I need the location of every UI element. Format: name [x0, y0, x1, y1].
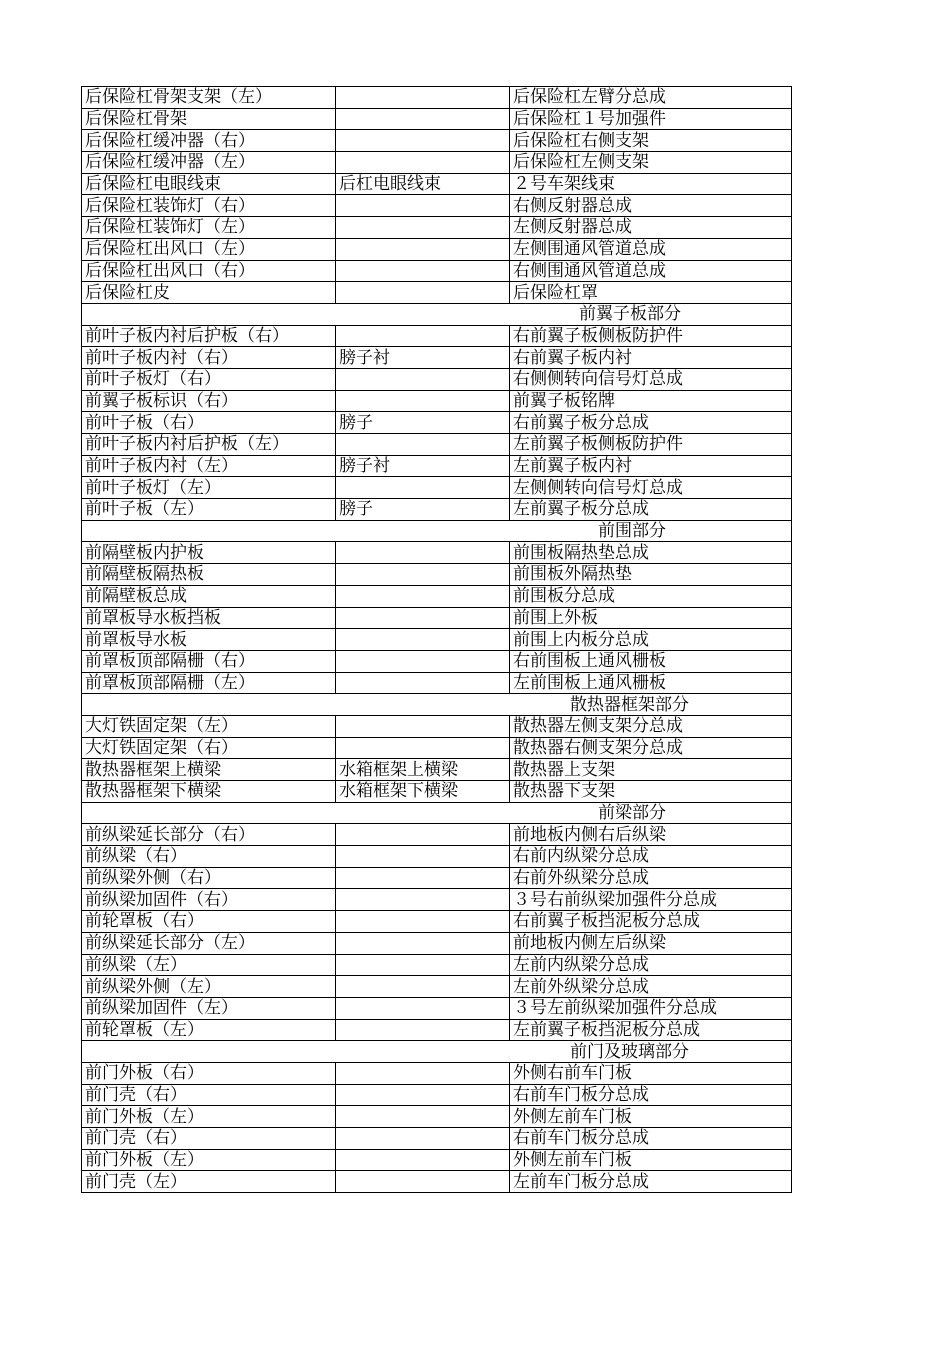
part-name-cell: 前叶子板（右）: [82, 412, 336, 434]
table-row: [82, 564, 792, 586]
part-name-cell: 前纵梁外侧（右）: [82, 867, 336, 889]
table-row: [82, 846, 792, 868]
standard-name-cell: 右前车门板分总成: [510, 1084, 792, 1106]
part-name-cell: 前翼子板标识（右）: [82, 390, 336, 412]
part-name-cell: 前叶子板灯（右）: [82, 368, 336, 390]
alias-cell: [336, 954, 510, 976]
alias-cell: 膀子衬: [336, 455, 510, 477]
part-name-cell: 后保险杠缓冲器（右）: [82, 130, 336, 152]
table-row: [82, 672, 792, 694]
part-name-cell: 前门外板（左）: [82, 1149, 336, 1171]
table-row: [82, 152, 792, 174]
alias-cell: [336, 585, 510, 607]
part-name-cell: 前纵梁（左）: [82, 954, 336, 976]
table-row: [82, 542, 792, 564]
table-row: [82, 911, 792, 933]
parts-table-body: [82, 87, 792, 1193]
table-row: [82, 650, 792, 672]
standard-name-cell: 外侧左前车门板: [510, 1149, 792, 1171]
alias-cell: [336, 976, 510, 998]
standard-name-cell: 左前翼子板内衬: [510, 455, 792, 477]
section-title: 前梁部分: [598, 803, 666, 824]
alias-cell: 水箱框架上横梁: [336, 759, 510, 781]
table-row: [82, 976, 792, 998]
table-row: [82, 195, 792, 217]
table-row: [82, 173, 792, 195]
alias-cell: [336, 108, 510, 130]
standard-name-cell: 前围板外隔热垫: [510, 564, 792, 586]
part-name-cell: 前罩板导水板挡板: [82, 607, 336, 629]
alias-cell: [336, 997, 510, 1019]
part-name-cell: 散热器框架下横梁: [82, 781, 336, 803]
table-row: [82, 368, 792, 390]
part-name-cell: 大灯铁固定架（左）: [82, 715, 336, 737]
section-title: 散热器框架部分: [570, 694, 689, 715]
alias-cell: [336, 889, 510, 911]
part-name-cell: 前门外板（左）: [82, 1106, 336, 1128]
alias-cell: 膀子: [336, 499, 510, 521]
alias-cell: [336, 390, 510, 412]
part-name-cell: 前叶子板内衬后护板（右）: [82, 325, 336, 347]
alias-cell: 后杠电眼线束: [336, 173, 510, 195]
table-row: [82, 629, 792, 651]
standard-name-cell: 左前内纵梁分总成: [510, 954, 792, 976]
part-name-cell: 前罩板顶部隔栅（左）: [82, 672, 336, 694]
part-name-cell: 前轮罩板（左）: [82, 1019, 336, 1041]
part-name-cell: 前纵梁延长部分（左）: [82, 932, 336, 954]
part-name-cell: 散热器框架上横梁: [82, 759, 336, 781]
standard-name-cell: 右前翼子板内衬: [510, 347, 792, 369]
section-header-row: [82, 802, 792, 824]
standard-name-cell: 外侧右前车门板: [510, 1062, 792, 1084]
table-row: [82, 325, 792, 347]
alias-cell: [336, 217, 510, 239]
standard-name-cell: 后保险杠罩: [510, 282, 792, 304]
alias-cell: [336, 607, 510, 629]
standard-name-cell: 左侧围通风管道总成: [510, 238, 792, 260]
table-row: [82, 455, 792, 477]
table-row: [82, 1019, 792, 1041]
alias-cell: [336, 1171, 510, 1193]
alias-cell: [336, 1149, 510, 1171]
standard-name-cell: 散热器下支架: [510, 781, 792, 803]
section-title-cell: [82, 1041, 792, 1063]
section-title: 前围部分: [598, 521, 666, 542]
part-name-cell: 前叶子板内衬（左）: [82, 455, 336, 477]
table-row: [82, 87, 792, 109]
part-name-cell: 大灯铁固定架（右）: [82, 737, 336, 759]
alias-cell: [336, 672, 510, 694]
standard-name-cell: 前地板内侧右后纵梁: [510, 824, 792, 846]
section-title-cell: [82, 303, 792, 325]
standard-name-cell: 前围板隔热垫总成: [510, 542, 792, 564]
part-name-cell: 前纵梁加固件（左）: [82, 997, 336, 1019]
part-name-cell: 前叶子板灯（左）: [82, 477, 336, 499]
standard-name-cell: 前地板内侧左后纵梁: [510, 932, 792, 954]
standard-name-cell: 前翼子板铭牌: [510, 390, 792, 412]
table-row: [82, 217, 792, 239]
table-row: [82, 585, 792, 607]
standard-name-cell: ３号右前纵梁加强件分总成: [510, 889, 792, 911]
part-name-cell: 前隔壁板隔热板: [82, 564, 336, 586]
part-name-cell: 前隔壁板内护板: [82, 542, 336, 564]
standard-name-cell: 左前车门板分总成: [510, 1171, 792, 1193]
table-row: [82, 1084, 792, 1106]
standard-name-cell: 右前围板上通风栅板: [510, 650, 792, 672]
alias-cell: [336, 130, 510, 152]
table-row: [82, 1149, 792, 1171]
alias-cell: [336, 932, 510, 954]
alias-cell: [336, 87, 510, 109]
alias-cell: [336, 1084, 510, 1106]
part-name-cell: 前纵梁（右）: [82, 846, 336, 868]
standard-name-cell: 后保险杠１号加强件: [510, 108, 792, 130]
standard-name-cell: 左前围板上通风栅板: [510, 672, 792, 694]
standard-name-cell: 右前车门板分总成: [510, 1128, 792, 1150]
part-name-cell: 前叶子板（左）: [82, 499, 336, 521]
table-row: [82, 1171, 792, 1193]
section-header-row: [82, 1041, 792, 1063]
standard-name-cell: 左前翼子板侧板防护件: [510, 434, 792, 456]
part-name-cell: 后保险杠装饰灯（左）: [82, 217, 336, 239]
section-title-cell: [82, 520, 792, 542]
table-row: [82, 282, 792, 304]
table-row: [82, 412, 792, 434]
standard-name-cell: 右侧反射器总成: [510, 195, 792, 217]
alias-cell: 膀子: [336, 412, 510, 434]
part-name-cell: 后保险杠出风口（右）: [82, 260, 336, 282]
part-name-cell: 前隔壁板总成: [82, 585, 336, 607]
table-row: [82, 1128, 792, 1150]
standard-name-cell: 右前内纵梁分总成: [510, 846, 792, 868]
alias-cell: [336, 434, 510, 456]
standard-name-cell: 左侧反射器总成: [510, 217, 792, 239]
table-row: [82, 390, 792, 412]
table-row: [82, 607, 792, 629]
table-row: [82, 499, 792, 521]
table-row: [82, 932, 792, 954]
section-header-row: [82, 303, 792, 325]
standard-name-cell: 前围上外板: [510, 607, 792, 629]
alias-cell: [336, 867, 510, 889]
standard-name-cell: 右前翼子板侧板防护件: [510, 325, 792, 347]
section-header-row: [82, 520, 792, 542]
section-title: 前翼子板部分: [579, 304, 681, 325]
standard-name-cell: ３号左前纵梁加强件分总成: [510, 997, 792, 1019]
standard-name-cell: 右前翼子板分总成: [510, 412, 792, 434]
alias-cell: [336, 737, 510, 759]
section-title-cell: [82, 694, 792, 716]
alias-cell: [336, 715, 510, 737]
table-row: [82, 737, 792, 759]
table-row: [82, 347, 792, 369]
standard-name-cell: 右侧围通风管道总成: [510, 260, 792, 282]
alias-cell: [336, 846, 510, 868]
alias-cell: [336, 1128, 510, 1150]
table-row: [82, 260, 792, 282]
table-row: [82, 1062, 792, 1084]
table-row: [82, 867, 792, 889]
standard-name-cell: 右前外纵梁分总成: [510, 867, 792, 889]
parts-table: [81, 86, 792, 1193]
alias-cell: [336, 260, 510, 282]
standard-name-cell: 前围板分总成: [510, 585, 792, 607]
alias-cell: [336, 477, 510, 499]
part-name-cell: 后保险杠装饰灯（右）: [82, 195, 336, 217]
part-name-cell: 前叶子板内衬后护板（左）: [82, 434, 336, 456]
alias-cell: 水箱框架下横梁: [336, 781, 510, 803]
part-name-cell: 前罩板导水板: [82, 629, 336, 651]
table-row: [82, 238, 792, 260]
alias-cell: [336, 1062, 510, 1084]
part-name-cell: 后保险杠骨架支架（左）: [82, 87, 336, 109]
alias-cell: [336, 911, 510, 933]
alias-cell: [336, 564, 510, 586]
table-row: [82, 434, 792, 456]
part-name-cell: 前罩板顶部隔栅（右）: [82, 650, 336, 672]
section-header-row: [82, 694, 792, 716]
table-row: [82, 954, 792, 976]
standard-name-cell: ２号车架线束: [510, 173, 792, 195]
table-row: [82, 130, 792, 152]
alias-cell: [336, 325, 510, 347]
section-title: 前门及玻璃部分: [570, 1041, 689, 1062]
alias-cell: [336, 152, 510, 174]
table-row: [82, 889, 792, 911]
alias-cell: [336, 238, 510, 260]
table-row: [82, 715, 792, 737]
standard-name-cell: 散热器上支架: [510, 759, 792, 781]
alias-cell: 膀子衬: [336, 347, 510, 369]
part-name-cell: 前门壳（右）: [82, 1128, 336, 1150]
table-row: [82, 997, 792, 1019]
table-row: [82, 781, 792, 803]
table-row: [82, 108, 792, 130]
table-row: [82, 1106, 792, 1128]
part-name-cell: 前纵梁加固件（右）: [82, 889, 336, 911]
alias-cell: [336, 195, 510, 217]
part-name-cell: 前轮罩板（右）: [82, 911, 336, 933]
alias-cell: [336, 629, 510, 651]
alias-cell: [336, 1106, 510, 1128]
part-name-cell: 前纵梁延长部分（右）: [82, 824, 336, 846]
part-name-cell: 前门外板（右）: [82, 1062, 336, 1084]
standard-name-cell: 左前翼子板分总成: [510, 499, 792, 521]
table-row: [82, 477, 792, 499]
part-name-cell: 后保险杠电眼线束: [82, 173, 336, 195]
alias-cell: [336, 1019, 510, 1041]
table-row: [82, 824, 792, 846]
standard-name-cell: 左侧侧转向信号灯总成: [510, 477, 792, 499]
alias-cell: [336, 282, 510, 304]
standard-name-cell: 后保险杠左臂分总成: [510, 87, 792, 109]
part-name-cell: 前门壳（右）: [82, 1084, 336, 1106]
part-name-cell: 前纵梁外侧（左）: [82, 976, 336, 998]
standard-name-cell: 右前翼子板挡泥板分总成: [510, 911, 792, 933]
part-name-cell: 前门壳（左）: [82, 1171, 336, 1193]
part-name-cell: 后保险杠缓冲器（左）: [82, 152, 336, 174]
part-name-cell: 前叶子板内衬（右）: [82, 347, 336, 369]
standard-name-cell: 右侧侧转向信号灯总成: [510, 368, 792, 390]
standard-name-cell: 散热器右侧支架分总成: [510, 737, 792, 759]
alias-cell: [336, 824, 510, 846]
standard-name-cell: 外侧左前车门板: [510, 1106, 792, 1128]
standard-name-cell: 前围上内板分总成: [510, 629, 792, 651]
part-name-cell: 后保险杠出风口（左）: [82, 238, 336, 260]
standard-name-cell: 散热器左侧支架分总成: [510, 715, 792, 737]
standard-name-cell: 左前外纵梁分总成: [510, 976, 792, 998]
part-name-cell: 后保险杠骨架: [82, 108, 336, 130]
standard-name-cell: 后保险杠左侧支架: [510, 152, 792, 174]
alias-cell: [336, 650, 510, 672]
section-title-cell: [82, 802, 792, 824]
standard-name-cell: 左前翼子板挡泥板分总成: [510, 1019, 792, 1041]
alias-cell: [336, 368, 510, 390]
part-name-cell: 后保险杠皮: [82, 282, 336, 304]
standard-name-cell: 后保险杠右侧支架: [510, 130, 792, 152]
alias-cell: [336, 542, 510, 564]
table-row: [82, 759, 792, 781]
